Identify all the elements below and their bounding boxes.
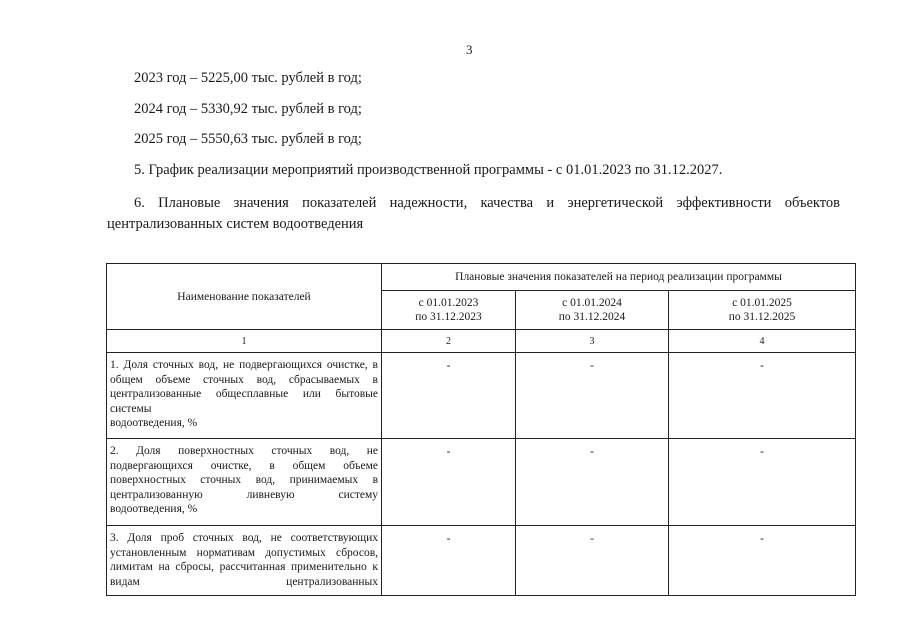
table-row [107,353,856,439]
value-cell: - [669,353,856,439]
indicator-text: 1. Доля сточных вод, не подвергающихся очистке, в общем объеме сточных вод, сбрасываемых в централизованные общесплавные или бытовые системы [110,359,378,415]
page-number: 3 [466,42,473,57]
budget-line-2025: 2025 год – 5550,63 тыс. рублей в год; [134,131,362,147]
value-cell: - [382,439,516,526]
period-from: с 01.01.2023 [418,297,479,309]
indicator-name [107,439,382,526]
period-header-2023 [382,291,516,330]
column-number: 2 [382,330,516,353]
period-from: с 01.01.2024 [562,297,622,309]
indicator-text: 2. Доля поверхностных сточных вод, не подвергающихся очистке, в общем объеме поверхностных сточных вод, принимаемых в централизованную ливневую систему [110,445,378,501]
table-row [107,439,856,526]
indicator-text-last: водоотведения, % [110,503,198,515]
column-number: 1 [107,330,382,353]
period-header-2025 [669,291,856,330]
indicator-name [107,353,382,439]
budget-line-2024: 2024 год – 5330,92 тыс. рублей в год; [134,101,362,117]
planned-values-header: Плановые значения показателей на период реализации программы [382,264,856,291]
indicator-text-last: водоотведения, % [110,417,198,429]
period-header-2024 [516,291,669,330]
name-column-header: Наименование показателей [107,264,382,330]
column-number: 4 [669,330,856,353]
table-row [107,526,856,596]
period-to: по 31.12.2024 [558,311,626,323]
value-cell: - [669,439,856,526]
schedule-paragraph: 5. График реализации мероприятий производственной программы - с 01.01.2023 по 31.12.2027. [134,162,723,178]
value-cell: - [382,526,516,596]
value-cell: - [382,353,516,439]
value-cell: - [516,353,669,439]
indicators-paragraph: 6. Плановые значения показателей надежности, качества и энергетической эффективности объектов централизованных систем водоотведения [107,195,840,232]
period-from: с 01.01.2025 [732,297,792,309]
column-number: 3 [516,330,669,353]
period-to: по 31.12.2023 [415,311,482,323]
indicator-text: 3. Доля проб сточных вод, не соответствующих установленным нормативам допустимых сбросов, лимитам на сбросы, рассчитанная применительно к видам централизованных [110,532,378,588]
value-cell: - [516,526,669,596]
value-cell: - [516,439,669,526]
indicators-table [106,263,856,596]
budget-line-2023: 2023 год – 5225,00 тыс. рублей в год; [134,70,362,86]
period-to: по 31.12.2025 [728,311,796,323]
value-cell: - [669,526,856,596]
indicator-name [107,526,382,596]
